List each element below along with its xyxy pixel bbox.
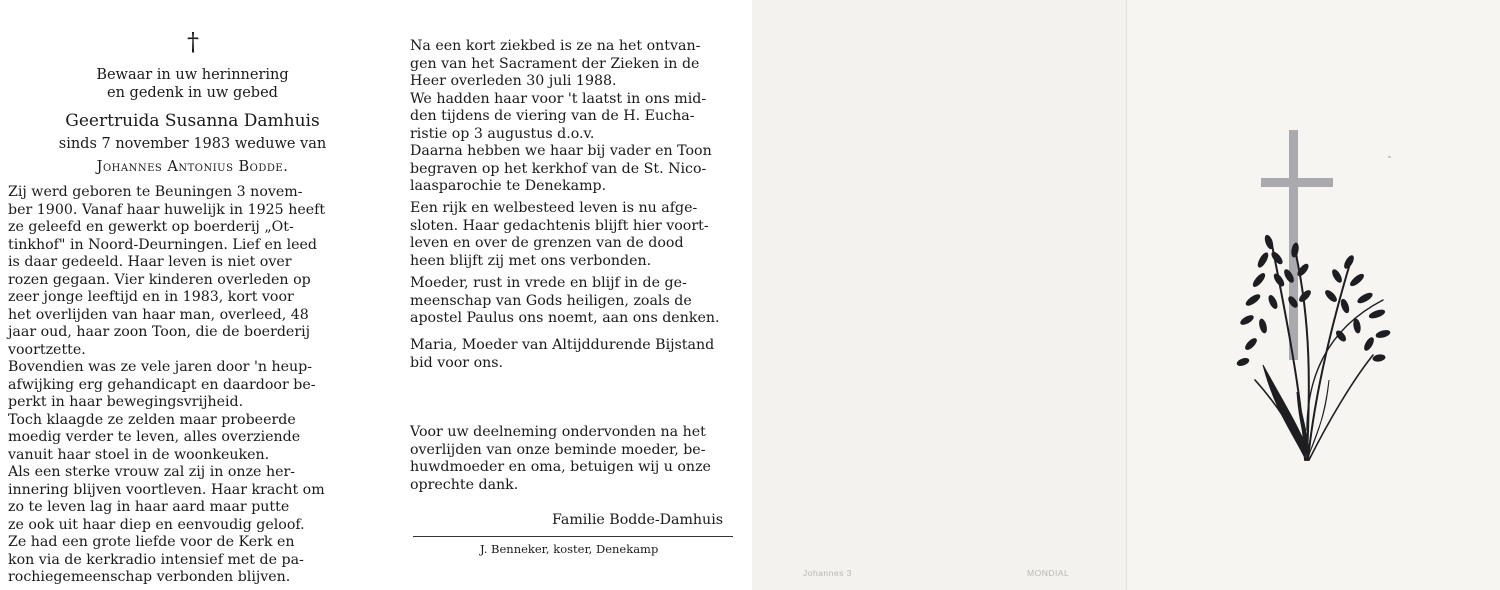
deceased-name: Geertruida Susanna Damhuis [65,111,320,131]
intro-line-1: Bewaar in uw herinnering [96,67,289,83]
family-signature: Familie Bodde-Damhuis [552,512,724,528]
cross-with-grass-icon [1233,130,1393,465]
tribute-text: Een rijk en welbesteed leven is nu afge- sloten. Haar gedachtenis blijft hier voort- leven en over de grenzen van de dood heen blijft zij met ons verbonden. [410,200,709,269]
widow-line: sinds 7 november 1983 weduwe van [58,136,327,152]
divider-line [413,536,733,537]
card-back-cover [752,0,1127,590]
prayer-text-2: Maria, Moeder van Altijddurende Bijstand bid voor ons. [410,337,715,371]
printer-credit: J. Benneker, koster, Denekamp [480,542,659,556]
intro-line-2: en gedenk in uw gebed [107,85,278,101]
prayer-text-1: Moeder, rust in vrede en blijf in de ge- meenschap van Gods heiligen, zoals de apostel Paulus ons noemt, aan ons denken. [410,275,720,326]
cross-icon: † [187,28,199,56]
publisher-mark: MONDIAL [1027,568,1070,578]
spouse-name: Johannes Antonius Bodde. [96,159,289,175]
death-notice-text: Na een kort ziekbed is ze na het ontvan- gen van het Sacrament der Zieken in de Heer overleden 30 juli 1988. We hadden haar voor 't laatst in ons mid- den tijdens de viering van de H. Eucha- ristie op 3 augustus d.o.v. Daarna hebben we haar bij vader en Toon begraven op het kerkhof van de St. Nico- laasparochie te Denekamp. [410,38,712,194]
verse-reference: Johannes 3 [803,568,852,578]
biography-text: Zij werd geboren te Beuningen 3 novem- ber 1900. Vanaf haar huwelijk in 1925 heeft ze geleefd en gewerkt op boerderij „Ot- tinkhof" in Noord-Deurningen. Lief en leed is daar gedeeld. Haar leven is niet over rozen gegaan. Vier kinderen overleden op zeer jonge leeftijd en in 1983, kort voor het overlijden van haar man, overleed, 48 jaar oud, haar zoon Toon, die de boerderij voortzette. Bovendien was ze vele jaren door 'n heup- afwijking erg gehandicapt en daardoor be- perkt in haar bewegingsvrijheid. Toch klaagde ze zelden maar probeerde moedig verder te leven, alles overziende vanuit haar stoel in de woonkeuken. Als een sterke vrouw zal zij in onze her- innering blijven voortleven. Haar kracht om zo te leven lag in haar aard maar putte ze ook uit haar diep en eenvoudig geloof. Ze had een grote liefde voor de Kerk en kon via de kerkradio intensief met de pa- rochiegemeenschap verbonden blijven. [8,184,326,585]
thanks-text: Voor uw deelneming ondervonden na het overlijden van onze beminde moeder, be- huwdmoeder en oma, betuigen wij u onze oprechte dank. [410,424,711,493]
